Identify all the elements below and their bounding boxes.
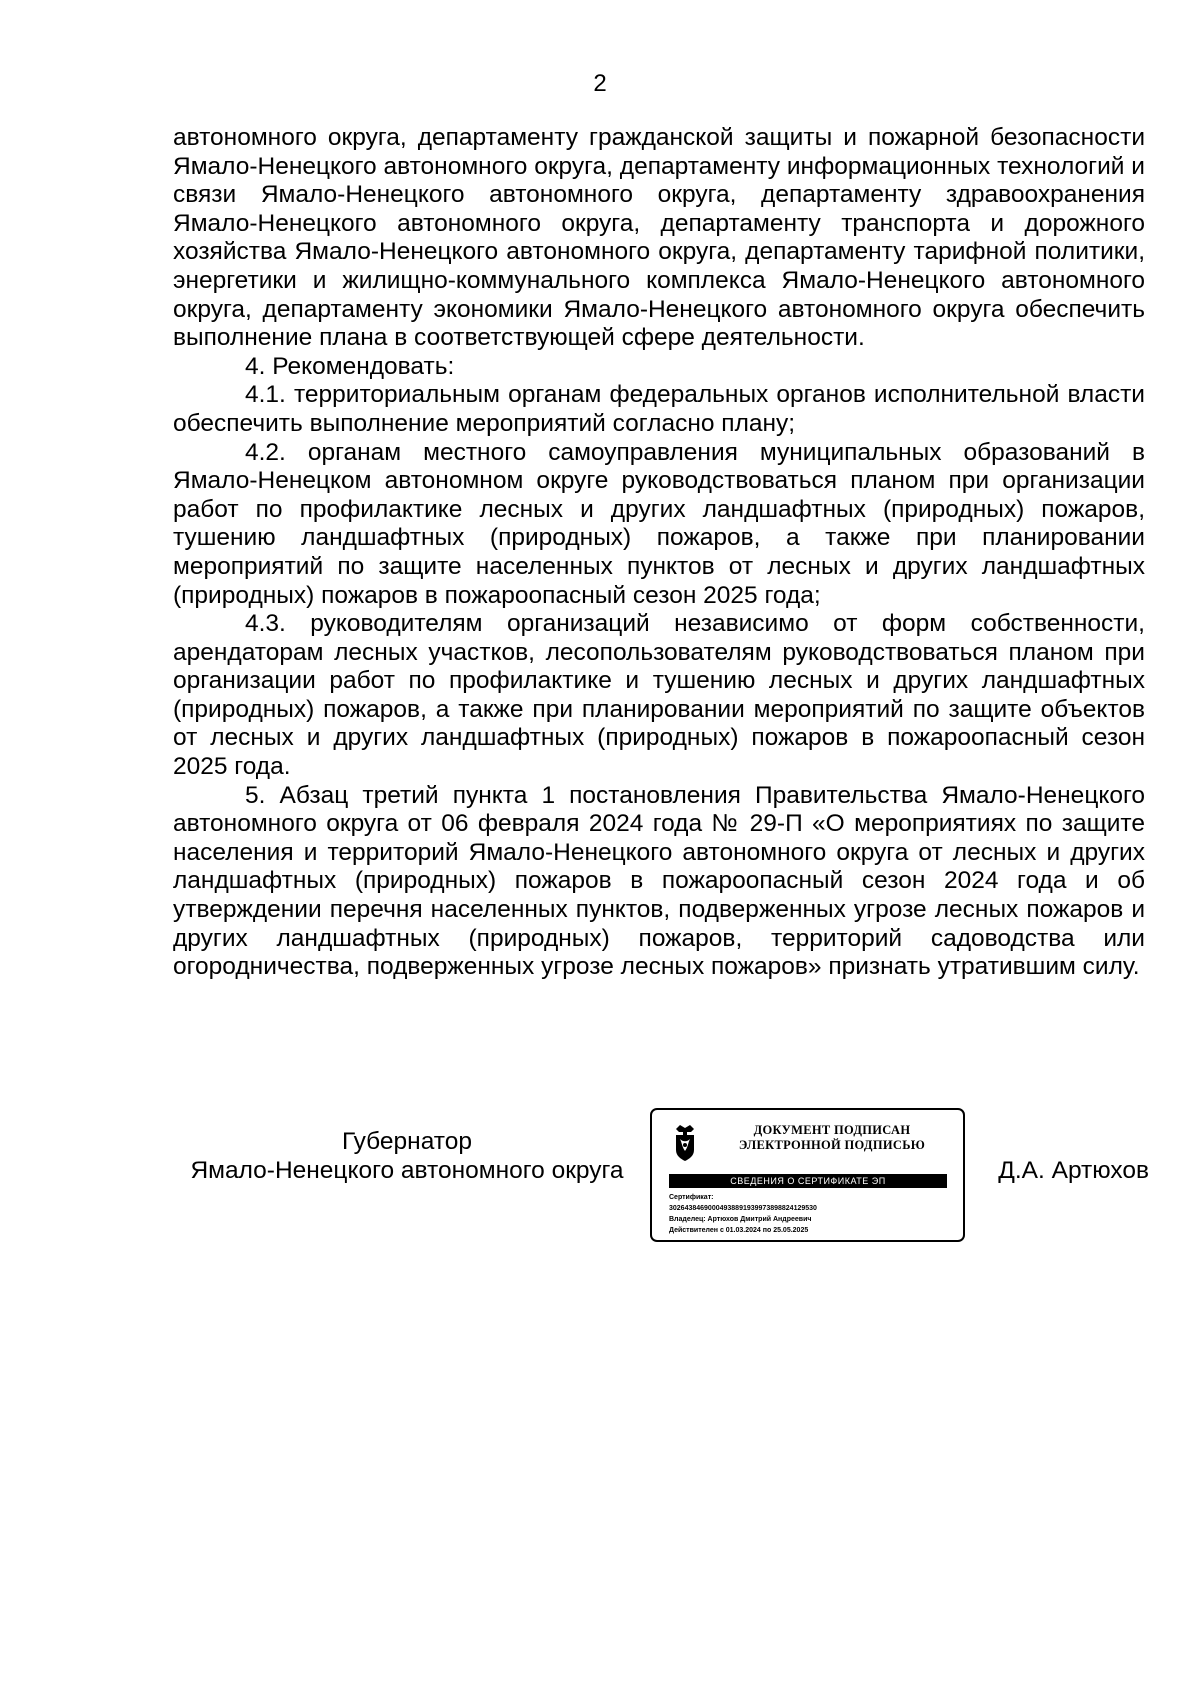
paragraph-item-4-1: 4.1. территориальным органам федеральных органов исполнительной власти обеспечить выполнение мероприятий согласно плану; <box>173 381 1145 437</box>
signatory-name: Д.А. Артюхов <box>998 1157 1149 1184</box>
certificate-label: Сертификат: <box>669 1194 714 1201</box>
signatory-title <box>173 1127 641 1185</box>
certificate-owner: Владелец: Артюхов Дмитрий Андреевич <box>669 1216 812 1223</box>
coat-of-arms-icon <box>672 1123 698 1163</box>
certificate-details <box>669 1192 954 1236</box>
stamp-heading <box>714 1123 950 1153</box>
paragraph-item-4: 4. Рекомендовать: <box>245 352 455 380</box>
certificate-validity: Действителен с 01.03.2024 по 25.05.2025 <box>669 1227 809 1234</box>
signatory-title-line1: Губернатор <box>342 1128 472 1155</box>
certificate-info-bar: СВЕДЕНИЯ О СЕРТИФИКАТЕ ЭП <box>669 1174 947 1188</box>
stamp-heading-line1: ДОКУМЕНТ ПОДПИСАН <box>753 1123 911 1137</box>
paragraph-item-4-3: 4.3. руководителям организаций независимо от форм собственности, арендаторам лесных участков, лесопользователям руководствоваться планом при организации работ по профилактике и тушению лесных и других ландшафтных (природных) пожаров, а также при планировании мероприятий по защите объектов от лесных и других ландшафтных (природных) пожаров в пожароопасный сезон 2025 года. <box>173 610 1145 781</box>
page-number: 2 <box>593 70 607 97</box>
paragraph-item-5: 5. Абзац третий пункта 1 постановления Правительства Ямало-Ненецкого автономного округа от 06 февраля 2024 года № 29-П «О мероприятиях по защите населения и территорий Ямало-Ненецкого автономного округа от лесных и других ландшафтных (природных) пожаров в пожароопасный сезон 2024 года и об утверждении перечня населенных пунктов, подверженных угрозе лесных пожаров и других ландшафтных (природных) пожаров, территорий садоводства или огородничества, подверженных угрозе лесных пожаров» признать утратившим силу. <box>173 781 1145 981</box>
stamp-heading-line2: ЭЛЕКТРОННОЙ ПОДПИСЬЮ <box>738 1138 926 1152</box>
paragraph-departments: автономного округа, департаменту гражданской защиты и пожарной безопасности Ямало-Ненецкого автономного округа, департаменту информационных технологий и связи Ямало-Ненецкого автономного округа, департаменту здравоохранения Ямало-Ненецкого автономного округа, департаменту транспорта и дорожного хозяйства Ямало-Ненецкого автономного округа, департаменту тарифной политики, энергетики и жилищно-коммунального комплекса Ямало-Ненецкого автономного округа, департаменту экономики Ямало-Ненецкого автономного округа обеспечить выполнение плана в соответствующей сфере деятельности. <box>173 124 1145 352</box>
signatory-title-line2: Ямало-Ненецкого автономного округа <box>190 1157 624 1184</box>
electronic-signature-stamp <box>650 1108 965 1242</box>
document-body <box>173 124 1145 982</box>
paragraph-item-4-2: 4.2. органам местного самоуправления муниципальных образований в Ямало-Ненецком автономном округе руководствоваться планом при организации работ по профилактике лесных и других ландшафтных (природных) пожаров, тушению ландшафтных (природных) пожаров, а также при планировании мероприятий по защите населенных пунктов от лесных и других ландшафтных (природных) пожаров в пожароопасный сезон 2025 года; <box>173 438 1145 609</box>
certificate-number: 30264384690004938891939973898824129530 <box>669 1205 817 1212</box>
